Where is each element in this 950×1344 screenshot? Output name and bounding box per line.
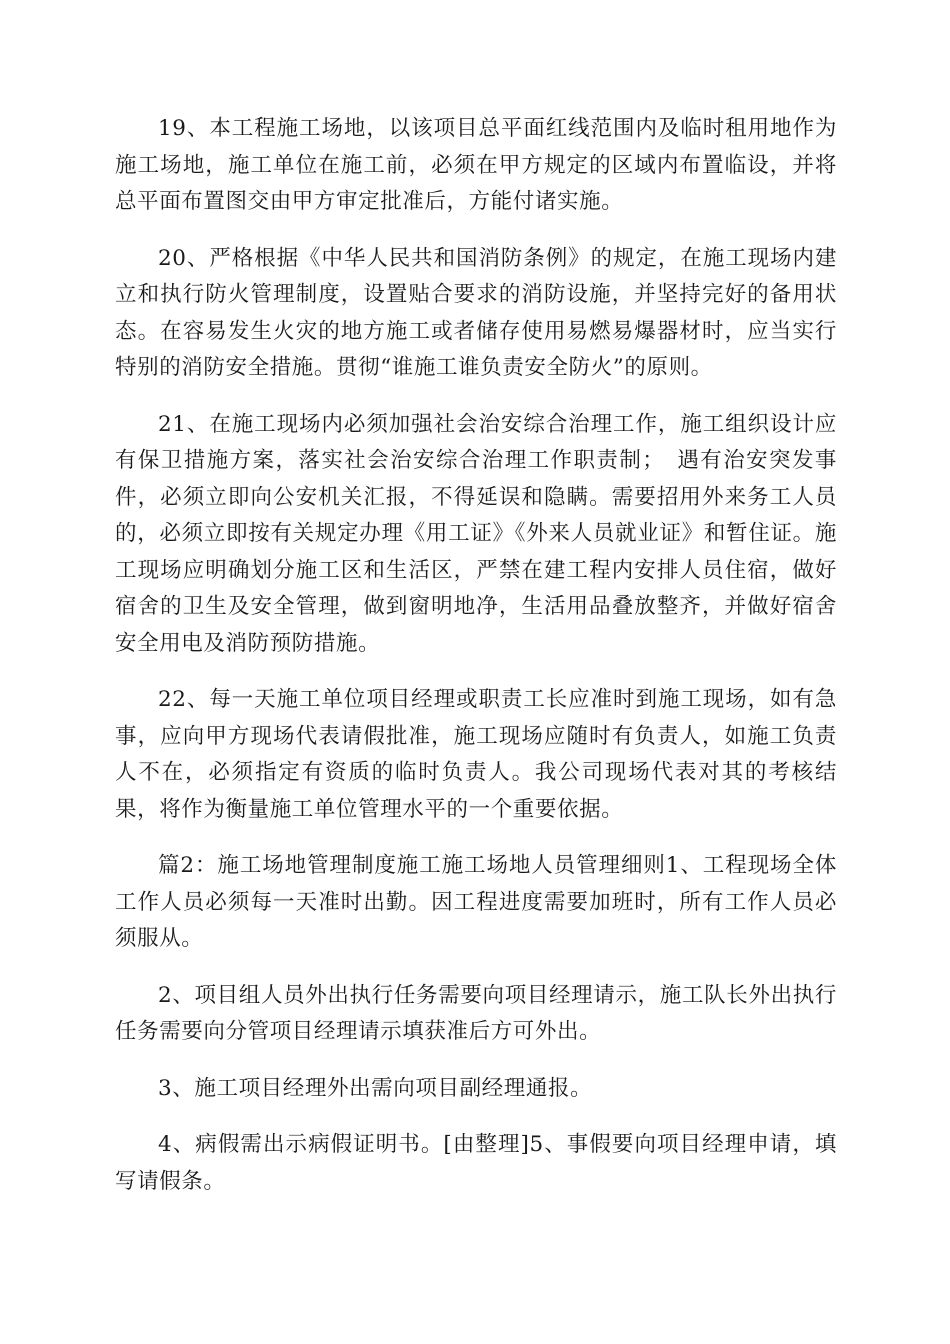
paragraph-item-4-5: 4、病假需出示病假证明书。[由整理]5、事假要向项目经理申请，填写请假条。 — [115, 1132, 837, 1194]
paragraph-item-3: 3、施工项目经理外出需向项目副经理通报。 — [158, 1075, 593, 1101]
paragraph-19: 19、本工程施工场地，以该项目总平面红线范围内及临时租用地作为施工场地，施工单位在施工前，必须在甲方规定的区域内布置临设，并将总平面布置图交由甲方审定批准后，方能付诸实施。 — [115, 116, 837, 214]
paragraph-section-2-item-1: 篇2：施工场地管理制度施工施工场地人员管理细则1、工程现场全体工作人员必须每一天准时出勤。因工程进度需要加班时，所有工作人员必须服从。 — [115, 853, 837, 951]
paragraph-item-2: 2、项目组人员外出执行任务需要向项目经理请示，施工队长外出执行任务需要向分管项目经理请示填获准后方可外出。 — [115, 982, 837, 1044]
paragraph-22: 22、每一天施工单位项目经理或职责工长应准时到施工现场，如有急事，应向甲方现场代表请假批准，施工现场应随时有负责人，如施工负责人不在，必须指定有资质的临时负责人。我公司现场代表对其的考核结果，将作为衡量施工单位管理水平的一个重要依据。 — [115, 687, 837, 822]
document-body — [115, 111, 837, 1220]
paragraph-20: 20、严格根据《中华人民共和国消防条例》的规定，在施工现场内建立和执行防火管理制度，设置贴合要求的消防设施，并坚持完好的备用状态。在容易发生火灾的地方施工或者储存使用易燃易爆器材时，应当实行特别的消防安全措施。贯彻“谁施工谁负责安全防火”的原则。 — [115, 245, 837, 380]
paragraph-21: 21、在施工现场内必须加强社会治安综合治理工作，施工组织设计应有保卫措施方案，落实社会治安综合治理工作职责制； 遇有治安突发事件，必须立即向公安机关汇报，不得延误和隐瞒。需要招用外来务工人员的，必须立即按有关规定办理《用工证》《外来人员就业证》和暂住证。施工现场应明确划分施工区和生活区，严禁在建工程内安排人员住宿，做好宿舍的卫生及安全管理，做到窗明地净，生活用品叠放整齐，并做好宿舍安全用电及消防预防措施。 — [115, 411, 837, 656]
